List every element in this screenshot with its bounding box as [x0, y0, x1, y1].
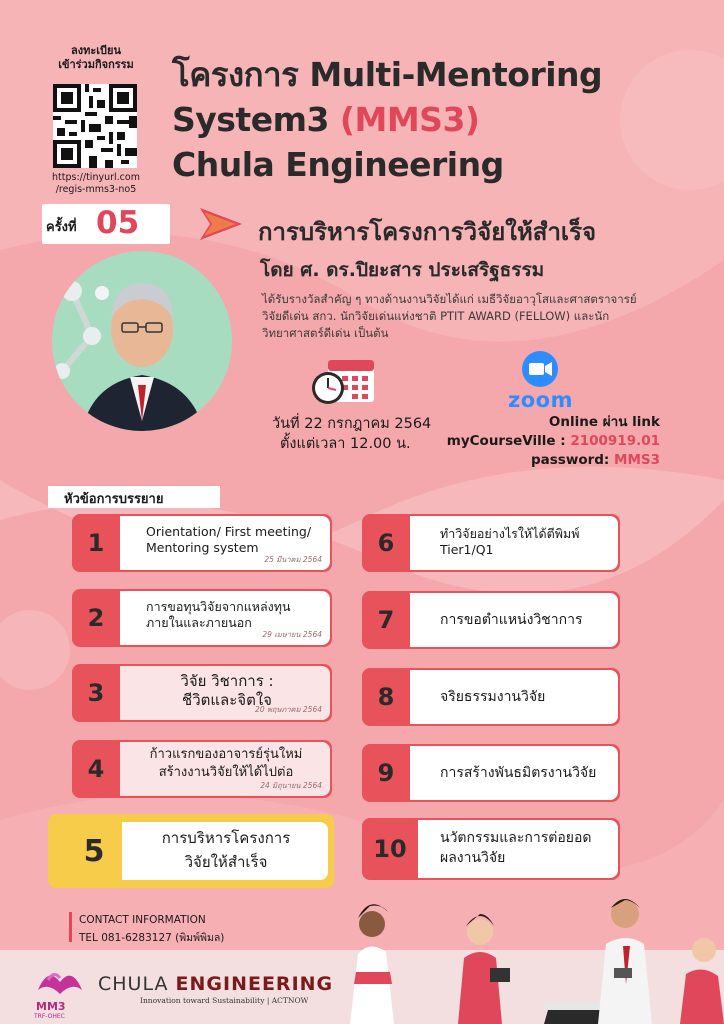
title-line-3: Chula Engineering — [172, 145, 504, 184]
speaker-name: โดย ศ. ดร.ปิยะสาร ประเสริฐธรรม — [260, 259, 545, 281]
people-illustration — [330, 884, 724, 1024]
lecture-title: การขอทุนวิจัยจากแหล่งทุน ภายในและภายนอก — [146, 599, 291, 630]
course-line — [440, 432, 660, 451]
lecture-number: 6 — [377, 529, 395, 557]
lecture-title: การสร้างพันธมิตรงานวิจัย — [440, 765, 597, 781]
contact-phone[interactable]: TEL 081-6283127 (พิมพ์พิมล) — [79, 932, 225, 944]
lecture-number: 7 — [377, 606, 395, 634]
lecture-number: 1 — [87, 529, 105, 557]
title-line-2-accent: (MMS3) — [339, 100, 480, 139]
lecture-number: 4 — [87, 755, 105, 783]
lecture-title: วิจัย วิชาการ : ชีวิตและจิตใจ — [180, 672, 274, 709]
lecture-date: 24 มิถุนายน 2564 — [260, 781, 322, 790]
registration-label: ลงทะเบียน เข้าร่วมกิจกรรม — [58, 44, 134, 71]
lecture-title: จริยธรรมงานวิจัย — [440, 689, 546, 705]
password-line — [440, 451, 660, 470]
lecture-title: การบริหารโครงการ วิจัยให้สำเร็จ — [161, 829, 291, 871]
course-value: 2100919.01 — [570, 433, 660, 449]
lecture-number: 10 — [373, 835, 407, 863]
mms-logo-text: MM3 — [36, 1000, 66, 1013]
registration-url[interactable]: https://tinyurl.com /regis-mms3-no5 — [52, 172, 140, 195]
lecture-card-8[interactable] — [362, 668, 620, 726]
lecture-card-4[interactable] — [72, 740, 332, 798]
speaker-bio: ได้รับรางวัลสำคัญ ๆ ทางด้านงานวิจัยได้แก่ เมธีวิจัยอาวุโสและศาสตราจารย์วิจัยดีเด่น สกว. นักวิจัยเด่นแห่งชาติ PTIT AWARD (FELLOW) และนักวิทยาศาสตร์ดีเด่น เป็นต้น — [262, 292, 637, 340]
lecture-title: ทำวิจัยอย่างไรให้ได้ตีพิมพ์ Tier1/Q1 — [440, 526, 580, 557]
title-line-1: โครงการ Multi-Mentoring — [172, 55, 603, 94]
lecture-card-7[interactable] — [362, 591, 620, 649]
online-info — [440, 413, 660, 470]
title-line-2-main: System3 — [172, 100, 340, 139]
engineering-word: ENGINEERING — [175, 973, 334, 995]
lecture-number: 3 — [87, 679, 105, 707]
lecture-card-10[interactable] — [362, 818, 620, 880]
lecture-card-2[interactable] — [72, 589, 332, 647]
lecture-card-1[interactable] — [72, 514, 332, 572]
topic-title: การบริหารโครงการวิจัยให้สำเร็จ — [258, 218, 597, 246]
lecture-number: 2 — [87, 604, 105, 632]
lecture-card-6[interactable] — [362, 514, 620, 572]
event-date: วันที่ 22 กรกฎาคม 2564 — [272, 416, 432, 432]
episode-number: 05 — [96, 205, 140, 241]
password-label: password: — [531, 452, 615, 468]
chula-tagline: Innovation toward Sustainability | ACTNOW — [140, 996, 309, 1005]
qr-code-icon[interactable] — [53, 84, 137, 168]
online-link-text: Online ผ่าน link — [548, 414, 660, 430]
title-line-2 — [172, 97, 602, 142]
zoom-icon[interactable] — [521, 350, 559, 388]
lecture-title: ก้าวแรกของอาจารย์รุ่นใหม่ สร้างงานวิจัยให้ได้ไปต่อ — [149, 747, 303, 780]
event-time: ตั้งแต่เวลา 12.00 น. — [280, 436, 411, 452]
arrow-icon — [198, 206, 244, 242]
speaker-portrait-icon — [52, 251, 232, 431]
lecture-number: 5 — [83, 833, 105, 869]
lecture-card-5-current[interactable] — [50, 818, 332, 884]
lecture-title: Orientation/ First meeting/ Mentoring system — [146, 524, 312, 555]
zoom-wordmark: zoom — [508, 388, 573, 412]
lecture-date: 29 เมษายน 2564 — [262, 630, 322, 639]
lecture-title: นวัตกรรมและการต่อยอด ผลงานวิจัย — [440, 830, 592, 866]
lecture-card-3[interactable] — [72, 664, 332, 722]
password-value: MMS3 — [614, 452, 660, 468]
contact-divider — [69, 912, 72, 942]
lecture-date: 25 มีนาคม 2564 — [264, 555, 322, 564]
speaker-photo — [52, 251, 232, 431]
lecture-number: 8 — [377, 683, 395, 711]
chula-word: CHULA — [98, 973, 176, 995]
lecture-date: 20 พฤษภาคม 2564 — [255, 705, 322, 714]
mms-logo-subtext: TRF-OHEC — [34, 1013, 65, 1020]
episode-label: ครั้งที่ — [46, 220, 77, 235]
lecture-card-9[interactable] — [362, 744, 620, 802]
clock-calendar-icon — [308, 356, 378, 408]
page-title — [172, 52, 602, 187]
lecture-number: 9 — [377, 759, 395, 787]
chula-engineering-logo — [98, 973, 333, 995]
contact-heading: CONTACT INFORMATION — [79, 914, 206, 926]
lecture-title: การขอตำแหน่งวิชาการ — [440, 612, 583, 628]
course-label: myCourseVille : — [446, 433, 571, 449]
lectures-title: หัวข้อการบรรยาย — [64, 492, 164, 507]
